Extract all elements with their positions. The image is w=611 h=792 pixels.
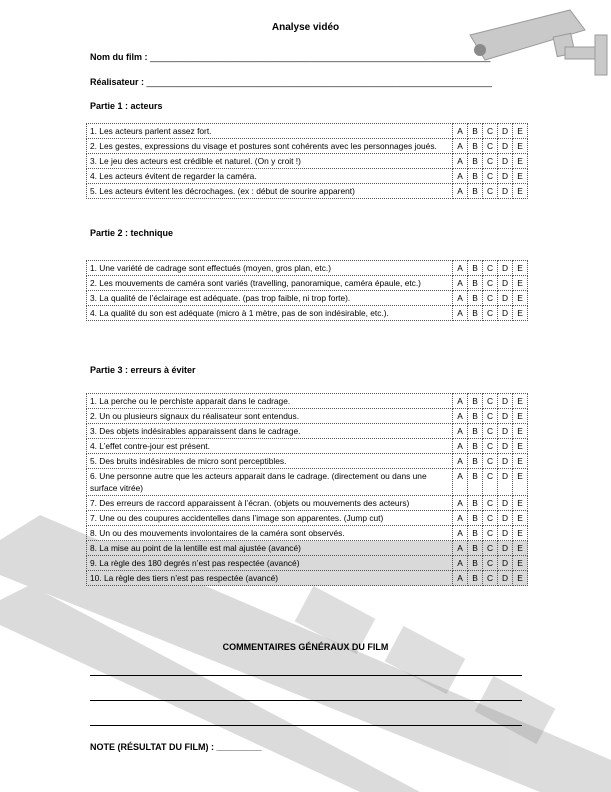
rating-option-e[interactable]: E	[513, 276, 528, 291]
rating-option-c[interactable]: C	[483, 556, 498, 571]
rating-option-c[interactable]: C	[483, 424, 498, 439]
question-text: 4. L’effet contre-jour est présent.	[87, 439, 453, 454]
director-field[interactable]	[90, 77, 492, 87]
rating-option-d[interactable]: D	[498, 541, 513, 556]
rating-option-c[interactable]: C	[483, 139, 498, 154]
question-text: 2. Les gestes, expressions du visage et postures sont cohérents avec les personnages joués.	[87, 139, 453, 154]
rating-option-c[interactable]: C	[483, 469, 498, 496]
rating-option-a[interactable]: A	[453, 306, 468, 321]
question-row	[87, 556, 528, 571]
part3-title: Partie 3 : erreurs à éviter	[90, 365, 196, 375]
question-row	[87, 124, 528, 139]
film-name-label: Nom du film :	[90, 52, 148, 62]
rating-option-b[interactable]: B	[468, 306, 483, 321]
rating-option-c[interactable]: C	[483, 394, 498, 409]
comment-line[interactable]	[90, 675, 522, 676]
rating-option-a[interactable]: A	[453, 291, 468, 306]
rating-option-e[interactable]: E	[513, 511, 528, 526]
rating-option-a[interactable]: A	[453, 541, 468, 556]
rating-option-e[interactable]: E	[513, 261, 528, 276]
rating-option-d[interactable]: D	[498, 154, 513, 169]
comment-line[interactable]	[90, 725, 522, 726]
part2-title: Partie 2 : technique	[90, 228, 174, 238]
rating-option-a[interactable]: A	[453, 409, 468, 424]
rating-option-d[interactable]: D	[498, 184, 513, 199]
rating-option-a[interactable]: A	[453, 139, 468, 154]
rating-option-e[interactable]: E	[513, 526, 528, 541]
rating-option-b[interactable]: B	[468, 454, 483, 469]
rating-option-d[interactable]: D	[498, 469, 513, 496]
question-row	[87, 261, 528, 276]
rating-option-c[interactable]: C	[483, 439, 498, 454]
question-text: 10. La règle des tiers n’est pas respectée (avancé)	[87, 571, 453, 586]
rating-option-a[interactable]: A	[453, 276, 468, 291]
rating-option-c[interactable]: C	[483, 409, 498, 424]
question-row	[87, 139, 528, 154]
rating-option-e[interactable]: E	[513, 154, 528, 169]
question-text: 9. La règle des 180 degrés n’est pas respectée (avancé)	[87, 556, 453, 571]
rating-option-a[interactable]: A	[453, 424, 468, 439]
rating-option-a[interactable]: A	[453, 556, 468, 571]
director-blank: _____________________________________________________________________	[146, 77, 492, 87]
rating-option-d[interactable]: D	[498, 526, 513, 541]
question-row	[87, 394, 528, 409]
rating-option-c[interactable]: C	[483, 276, 498, 291]
security-camera-icon	[460, 5, 610, 85]
rating-option-a[interactable]: A	[453, 496, 468, 511]
rating-option-a[interactable]: A	[453, 454, 468, 469]
comments-title: COMMENTAIRES GÉNÉRAUX DU FILM	[222, 642, 389, 652]
rating-option-b[interactable]: B	[468, 124, 483, 139]
question-text: 5. Des bruits indésirables de micro sont perceptibles.	[87, 454, 453, 469]
question-text: 8. La mise au point de la lentille est mal ajustée (avancé)	[87, 541, 453, 556]
question-row	[87, 541, 528, 556]
question-row	[87, 154, 528, 169]
rating-option-d[interactable]: D	[498, 409, 513, 424]
rating-option-e[interactable]: E	[513, 124, 528, 139]
rating-option-b[interactable]: B	[468, 169, 483, 184]
question-row	[87, 571, 528, 586]
question-row	[87, 511, 528, 526]
rating-option-d[interactable]: D	[498, 454, 513, 469]
rating-option-e[interactable]: E	[513, 469, 528, 496]
rating-option-e[interactable]: E	[513, 571, 528, 586]
rating-option-d[interactable]: D	[498, 306, 513, 321]
part2-table	[86, 260, 528, 321]
comment-line[interactable]	[90, 700, 522, 701]
rating-option-b[interactable]: B	[468, 184, 483, 199]
rating-option-d[interactable]: D	[498, 394, 513, 409]
rating-option-a[interactable]: A	[453, 511, 468, 526]
part3-table	[86, 393, 528, 586]
question-text: 4. Les acteurs évitent de regarder la caméra.	[87, 169, 453, 184]
question-row	[87, 424, 528, 439]
rating-option-e[interactable]: E	[513, 291, 528, 306]
part1-table	[86, 123, 528, 199]
rating-option-a[interactable]: A	[453, 184, 468, 199]
rating-option-d[interactable]: D	[498, 439, 513, 454]
rating-option-c[interactable]: C	[483, 571, 498, 586]
rating-option-e[interactable]: E	[513, 424, 528, 439]
rating-option-c[interactable]: C	[483, 124, 498, 139]
question-row	[87, 454, 528, 469]
rating-option-d[interactable]: D	[498, 424, 513, 439]
rating-option-c[interactable]: C	[483, 184, 498, 199]
rating-option-a[interactable]: A	[453, 169, 468, 184]
rating-option-b[interactable]: B	[468, 469, 483, 496]
rating-option-b[interactable]: B	[468, 439, 483, 454]
question-text: 3. Le jeu des acteurs est crédible et naturel. (On y croit !)	[87, 154, 453, 169]
rating-option-c[interactable]: C	[483, 291, 498, 306]
question-text: 3. Des objets indésirables apparaissent dans le cadrage.	[87, 424, 453, 439]
question-row	[87, 469, 528, 496]
rating-option-b[interactable]: B	[468, 541, 483, 556]
question-row	[87, 409, 528, 424]
rating-option-d[interactable]: D	[498, 139, 513, 154]
rating-option-b[interactable]: B	[468, 394, 483, 409]
rating-option-c[interactable]: C	[483, 154, 498, 169]
rating-option-d[interactable]: D	[498, 291, 513, 306]
rating-option-d[interactable]: D	[498, 169, 513, 184]
rating-option-b[interactable]: B	[468, 511, 483, 526]
rating-option-b[interactable]: B	[468, 424, 483, 439]
rating-option-b[interactable]: B	[468, 571, 483, 586]
rating-option-c[interactable]: C	[483, 526, 498, 541]
question-row	[87, 291, 528, 306]
rating-option-d[interactable]: D	[498, 556, 513, 571]
rating-option-c[interactable]: C	[483, 541, 498, 556]
question-text: 3. La qualité de l’éclairage est adéquate. (pas trop faible, ni trop forte).	[87, 291, 453, 306]
rating-option-e[interactable]: E	[513, 184, 528, 199]
director-label: Réalisateur :	[90, 77, 145, 87]
rating-option-c[interactable]: C	[483, 454, 498, 469]
question-text: 1. Une variété de cadrage sont effectués (moyen, gros plan, etc.)	[87, 261, 453, 276]
question-row	[87, 169, 528, 184]
question-text: 7. Des erreurs de raccord apparaissent à l’écran. (objets ou mouvements des acteurs)	[87, 496, 453, 511]
question-text: 7. Une ou des coupures accidentelles dans l’image son apparentes. (Jump cut)	[87, 511, 453, 526]
rating-option-e[interactable]: E	[513, 409, 528, 424]
question-text: 1. La perche ou le perchiste apparait dans le cadrage.	[87, 394, 453, 409]
rating-option-a[interactable]: A	[453, 124, 468, 139]
question-text: 4. La qualité du son est adéquate (micro à 1 mètre, pas de son indésirable, etc.).	[87, 306, 453, 321]
question-row	[87, 496, 528, 511]
question-row	[87, 306, 528, 321]
rating-option-c[interactable]: C	[483, 496, 498, 511]
rating-option-e[interactable]: E	[513, 394, 528, 409]
film-name-blank: ____________________________________________________________________	[150, 52, 491, 62]
rating-option-e[interactable]: E	[513, 556, 528, 571]
page-title: Analyse vidéo	[271, 22, 340, 33]
question-row	[87, 526, 528, 541]
rating-option-e[interactable]: E	[513, 496, 528, 511]
rating-option-a[interactable]: A	[453, 261, 468, 276]
question-row	[87, 184, 528, 199]
question-row	[87, 439, 528, 454]
rating-option-d[interactable]: D	[498, 124, 513, 139]
question-text: 1. Les acteurs parlent assez fort.	[87, 124, 453, 139]
rating-option-a[interactable]: A	[453, 394, 468, 409]
rating-option-a[interactable]: A	[453, 154, 468, 169]
rating-option-b[interactable]: B	[468, 276, 483, 291]
question-text: 2. Un ou plusieurs signaux du réalisateur sont entendus.	[87, 409, 453, 424]
rating-option-b[interactable]: B	[468, 409, 483, 424]
rating-option-c[interactable]: C	[483, 261, 498, 276]
rating-option-b[interactable]: B	[468, 154, 483, 169]
question-text: 5. Les acteurs évitent les décrochages. (ex : début de sourire apparent)	[87, 184, 453, 199]
rating-option-b[interactable]: B	[468, 139, 483, 154]
rating-option-d[interactable]: D	[498, 571, 513, 586]
rating-option-a[interactable]: A	[453, 469, 468, 496]
question-row	[87, 276, 528, 291]
rating-option-e[interactable]: E	[513, 454, 528, 469]
rating-option-d[interactable]: D	[498, 496, 513, 511]
rating-option-b[interactable]: B	[468, 496, 483, 511]
rating-option-c[interactable]: C	[483, 169, 498, 184]
rating-option-c[interactable]: C	[483, 511, 498, 526]
note-field[interactable]: NOTE (RÉSULTAT DU FILM) : _________	[90, 742, 262, 752]
rating-option-b[interactable]: B	[468, 556, 483, 571]
question-text: 2. Les mouvements de caméra sont variés (travelling, panoramique, caméra épaule, etc.)	[87, 276, 453, 291]
rating-option-e[interactable]: E	[513, 169, 528, 184]
rating-option-d[interactable]: D	[498, 276, 513, 291]
rating-option-e[interactable]: E	[513, 541, 528, 556]
question-text: 6. Une personne autre que les acteurs apparait dans le cadrage. (directement ou dans une surface vitrée)	[87, 469, 453, 496]
film-name-field[interactable]	[90, 52, 490, 62]
part1-title: Partie 1 : acteurs	[90, 101, 163, 111]
rating-option-e[interactable]: E	[513, 439, 528, 454]
rating-option-a[interactable]: A	[453, 571, 468, 586]
rating-option-a[interactable]: A	[453, 526, 468, 541]
rating-option-b[interactable]: B	[468, 526, 483, 541]
rating-option-d[interactable]: D	[498, 511, 513, 526]
rating-option-c[interactable]: C	[483, 306, 498, 321]
rating-option-b[interactable]: B	[468, 291, 483, 306]
rating-option-d[interactable]: D	[498, 261, 513, 276]
rating-option-e[interactable]: E	[513, 306, 528, 321]
question-text: 8. Un ou des mouvements involontaires de la caméra sont observés.	[87, 526, 453, 541]
rating-option-a[interactable]: A	[453, 439, 468, 454]
rating-option-e[interactable]: E	[513, 139, 528, 154]
rating-option-b[interactable]: B	[468, 261, 483, 276]
